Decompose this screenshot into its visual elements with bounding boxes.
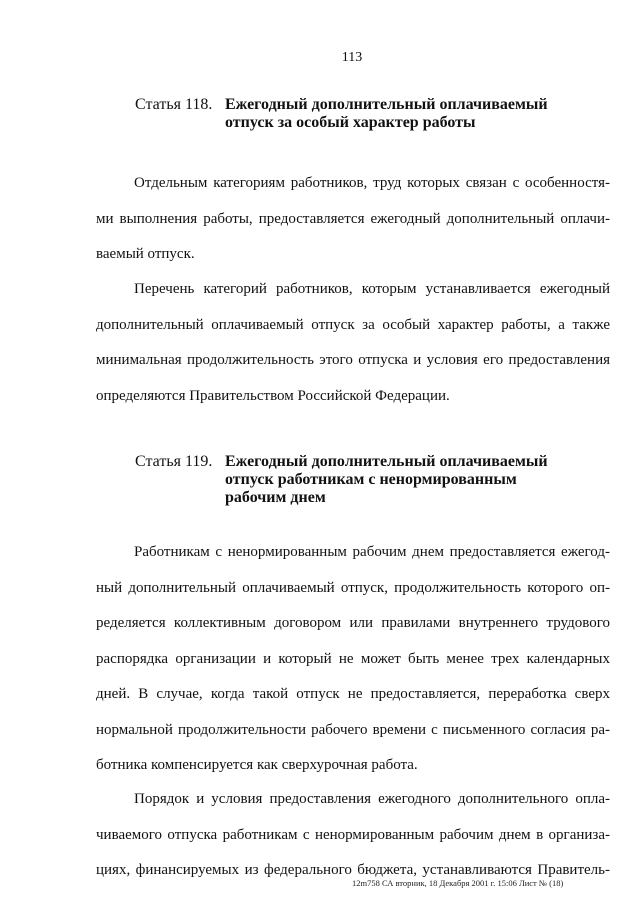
article-119-number: Статья 119. <box>135 453 213 470</box>
article-119-paragraph-1 <box>96 535 610 784</box>
article-119-title-line: рабочим днем <box>225 489 326 506</box>
text-line: дополнительный оплачиваемый отпуск за особый характер работы, а также <box>96 316 610 333</box>
article-118-title-line: Ежегодный дополнительный оплачиваемый <box>225 96 548 113</box>
text-line: чиваемого отпуска работникам с ненормированным рабочим днем в организа- <box>96 826 610 843</box>
article-118-paragraph-1 <box>96 166 610 273</box>
text-line: циях, финансируемых из федерального бюджета, устанавливаются Правитель- <box>96 862 610 878</box>
text-line: нормальной продолжительности рабочего времени с письменного согласия ра- <box>96 721 610 738</box>
text-line: Работникам с ненормированным рабочим днем предоставляется ежегод- <box>134 544 610 560</box>
text-line: дней. В случае, когда такой отпуск не предоставляется, переработка сверх <box>96 686 610 702</box>
article-118-title <box>225 96 585 132</box>
article-119-title-line: отпуск работникам с ненормированным <box>225 471 517 488</box>
article-118-heading <box>135 96 585 132</box>
text-line: ми выполнения работы, предоставляется ежегодный дополнительный оплачи- <box>96 210 610 227</box>
article-119-heading <box>135 453 585 507</box>
text-line: определяются Правительством Российской Федерации. <box>96 387 450 404</box>
text-line: Порядок и условия предоставления ежегодного дополнительного опла- <box>134 791 610 807</box>
article-118-title-line: отпуск за особый характер работы <box>225 114 476 131</box>
page-footer: 12m758 СА вторник, 18 Декабря 2001 г. 15:06 Лист № (18) <box>352 878 564 888</box>
article-118-number: Статья 118. <box>135 96 213 113</box>
text-line: ределяется коллективным договором или правилами внутреннего трудового <box>96 615 610 631</box>
text-line: ваемый отпуск. <box>96 246 195 262</box>
text-line: распорядка организации и который не может быть менее трех календарных <box>96 650 610 667</box>
text-line: ботника компенсируется как сверхурочная работа. <box>96 757 418 773</box>
text-line: минимальная продолжительность этого отпуска и условия его предоставления <box>96 352 610 368</box>
article-118-paragraph-2 <box>96 272 610 414</box>
text-line: Отдельным категориям работников, труд которых связан с особенностя- <box>134 175 610 191</box>
page-number: 113 <box>341 50 363 65</box>
article-119-title-line: Ежегодный дополнительный оплачиваемый <box>225 453 548 470</box>
article-119-paragraph-2 <box>96 782 610 889</box>
text-line: ный дополнительный оплачиваемый отпуск, продолжительность которого оп- <box>96 579 610 596</box>
article-119-title <box>225 453 585 507</box>
text-line: Перечень категорий работников, которым устанавливается ежегодный <box>134 281 610 297</box>
